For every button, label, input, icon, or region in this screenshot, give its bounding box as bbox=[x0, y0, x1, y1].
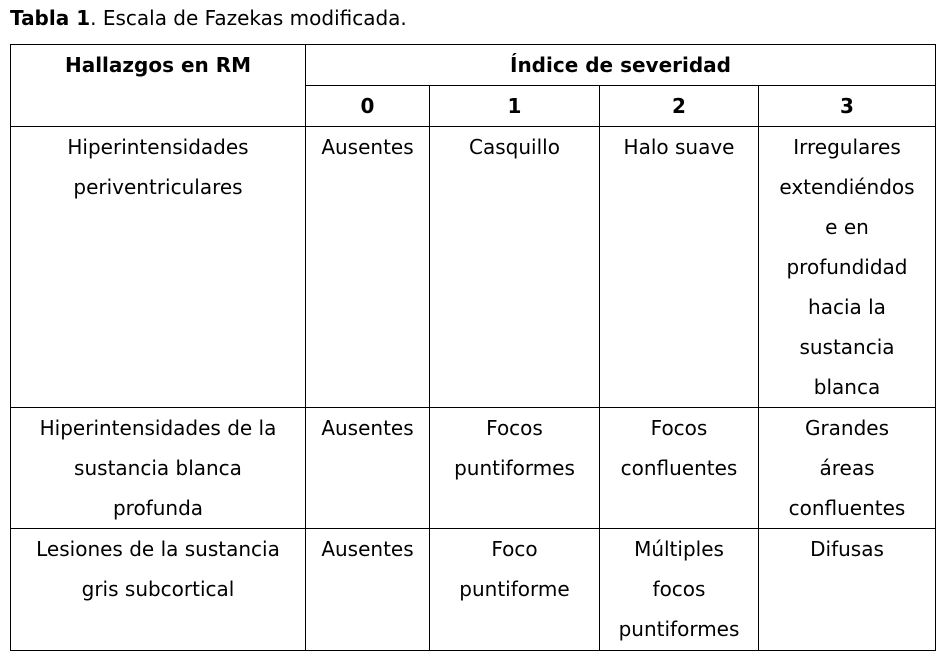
cell-line: Focos bbox=[650, 416, 708, 440]
finding-cell bbox=[11, 127, 306, 408]
finding-cell bbox=[11, 529, 306, 651]
grade-1-cell bbox=[430, 127, 600, 408]
cell-line: Hiperintensidades de la bbox=[39, 416, 277, 440]
header-grade-3: 3 bbox=[759, 86, 936, 127]
header-severity: Índice de severidad bbox=[306, 45, 936, 86]
cell-line: Ausentes bbox=[321, 416, 414, 440]
header-grade-2: 2 bbox=[600, 86, 759, 127]
cell-line: Focos bbox=[486, 416, 543, 440]
header-grade-1: 1 bbox=[430, 86, 600, 127]
cell-line: confluentes bbox=[788, 496, 906, 520]
table-row bbox=[11, 127, 936, 408]
header-row bbox=[11, 45, 936, 86]
header-findings: Hallazgos en RM bbox=[11, 45, 306, 127]
grade-2-cell bbox=[600, 529, 759, 651]
finding-cell bbox=[11, 408, 306, 529]
cell-line: focos bbox=[652, 577, 706, 601]
cell-line: puntiformes bbox=[454, 456, 575, 480]
cell-line: Difusas bbox=[810, 537, 884, 561]
cell-line: Casquillo bbox=[469, 135, 560, 159]
cell-line: Halo suave bbox=[623, 135, 735, 159]
cell-line: Foco bbox=[491, 537, 538, 561]
header-grade-0: 0 bbox=[306, 86, 430, 127]
caption-text: . Escala de Fazekas modificada. bbox=[90, 6, 407, 30]
cell-line: confluentes bbox=[620, 456, 738, 480]
cell-line: hacia la bbox=[808, 295, 886, 319]
cell-line: extendiéndos bbox=[779, 175, 915, 199]
grade-2-cell bbox=[600, 408, 759, 529]
cell-line: puntiforme bbox=[459, 577, 570, 601]
cell-line: sustancia bbox=[799, 335, 895, 359]
table-row bbox=[11, 408, 936, 529]
grade-3-cell bbox=[759, 408, 936, 529]
grade-0-cell bbox=[306, 408, 430, 529]
cell-line: sustancia blanca bbox=[74, 456, 242, 480]
grade-1-cell bbox=[430, 529, 600, 651]
grade-0-cell bbox=[306, 127, 430, 408]
cell-line: Grandes bbox=[804, 416, 890, 440]
grade-2-cell bbox=[600, 127, 759, 408]
cell-line: Hiperintensidades bbox=[67, 135, 249, 159]
table-row bbox=[11, 529, 936, 651]
grade-3-cell bbox=[759, 127, 936, 408]
cell-line: puntiformes bbox=[618, 617, 740, 641]
cell-line: áreas bbox=[819, 456, 875, 480]
cell-line: Múltiples bbox=[634, 537, 724, 561]
grade-1-cell bbox=[430, 408, 600, 529]
caption-label: Tabla 1 bbox=[10, 6, 91, 30]
cell-line: blanca bbox=[813, 375, 881, 399]
cell-line: Lesiones de la sustancia bbox=[36, 537, 280, 561]
cell-line: Ausentes bbox=[321, 537, 414, 561]
cell-line: e en bbox=[825, 215, 869, 239]
table-caption bbox=[10, 4, 407, 32]
grade-0-cell bbox=[306, 529, 430, 651]
fazekas-table bbox=[10, 44, 936, 651]
cell-line: gris subcortical bbox=[81, 577, 235, 601]
cell-line: profundidad bbox=[786, 255, 908, 279]
cell-line: periventriculares bbox=[73, 175, 243, 199]
cell-line: Irregulares bbox=[793, 135, 901, 159]
cell-line: profunda bbox=[112, 496, 204, 520]
grade-3-cell bbox=[759, 529, 936, 651]
cell-line: Ausentes bbox=[321, 135, 414, 159]
